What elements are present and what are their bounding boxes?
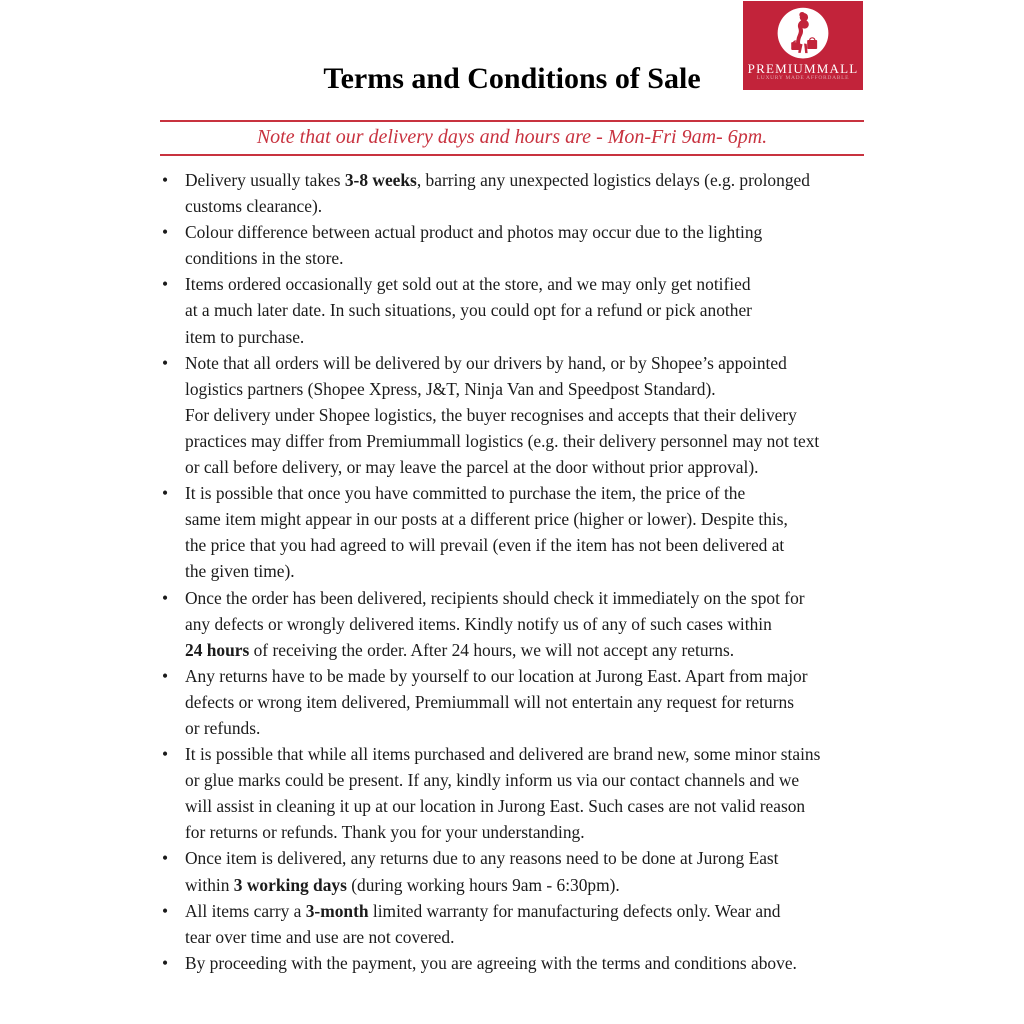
page-title: Terms and Conditions of Sale [323,62,701,95]
terms-list-item: • All items carry a 3-month limited warranty for manufacturing defects only. Wear and tear over time and use are not covered. [160,898,876,950]
terms-list-item: • Items ordered occasionally get sold out at the store, and we may only get notified at a much later date. In such situations, you could opt for a refund or pick another item to purchase. [160,271,876,349]
terms-list [160,167,876,976]
delivery-notice-band [160,120,864,156]
terms-list-item: • It is possible that once you have committed to purchase the item, the price of the same item might appear in our posts at a different price (higher or lower). Despite this, the price that you had agreed to will prevail (even if the item has not been delivered at the given time). [160,480,876,584]
terms-list-item: • By proceeding with the payment, you are agreeing with the terms and conditions above. [160,950,876,976]
logo-tagline-text: LUXURY MADE AFFORDABLE [756,75,850,81]
terms-list-item: • Once the order has been delivered, recipients should check it immediately on the spot for any defects or wrongly delivered items. Kindly notify us of any of such cases within 24 hours of receiving the order. After 24 hours, we will not accept any returns. [160,585,876,663]
woman-shopper-icon [774,5,832,63]
delivery-notice-text: Note that our delivery days and hours are - Mon-Fri 9am- 6pm. [256,126,768,148]
premiummall-logo [743,1,863,90]
terms-list-item: • Delivery usually takes 3-8 weeks, barring any unexpected logistics delays (e.g. prolonged customs clearance). [160,167,876,219]
terms-list-item: • Note that all orders will be delivered by our drivers by hand, or by Shopee’s appointed logistics partners (Shopee Xpress, J&T, Ninja Van and Speedpost Standard). For delivery under Shopee logistics, the buyer recognises and accepts that their delivery practices may differ from Premiummall logistics (e.g. their delivery personnel may not text or call before delivery, or may leave the parcel at the door without prior approval). [160,350,876,480]
terms-list-item: • Once item is delivered, any returns due to any reasons need to be done at Jurong East within 3 working days (during working hours 9am - 6:30pm). [160,845,876,897]
logo-brand-text: PREMIUMMALL [747,61,859,76]
terms-list-item: • Any returns have to be made by yourself to our location at Jurong East. Apart from major defects or wrong item delivered, Premiummall will not entertain any request for returns or refunds. [160,663,876,741]
terms-list-item: • It is possible that while all items purchased and delivered are brand new, some minor stains or glue marks could be present. If any, kindly inform us via our contact channels and we will assist in cleaning it up at our location in Jurong East. Such cases are not valid reason for returns or refunds. Thank you for your understanding. [160,741,876,845]
terms-list-item: • Colour difference between actual product and photos may occur due to the lighting conditions in the store. [160,219,876,271]
